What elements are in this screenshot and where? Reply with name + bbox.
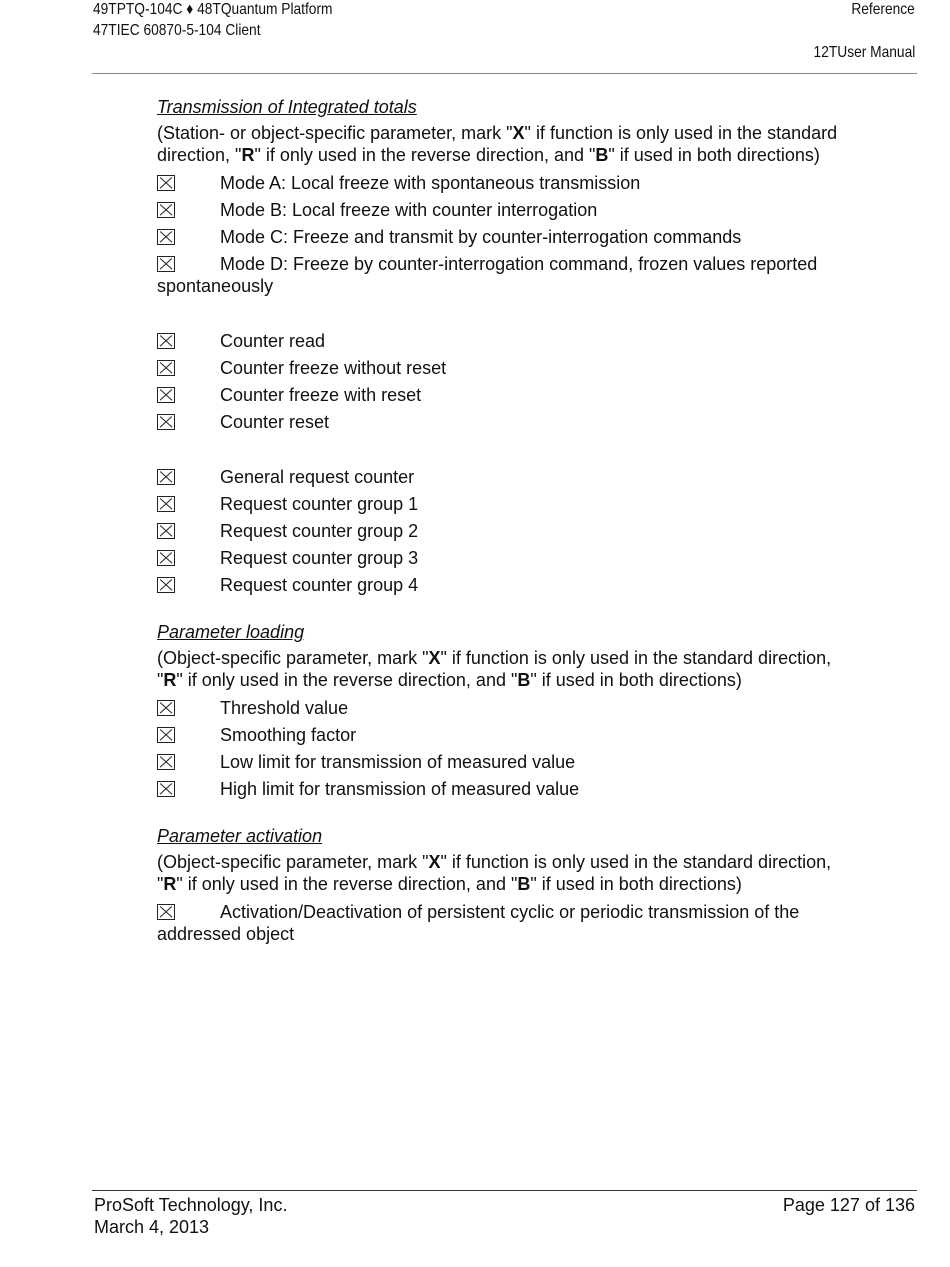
checked-box-icon <box>157 754 175 770</box>
header-manual-label: 12TUser Manual <box>813 44 915 61</box>
checked-box-icon <box>157 256 175 272</box>
section-parameter-loading <box>157 621 857 800</box>
checked-box-icon <box>157 469 175 485</box>
checked-box-icon <box>157 523 175 539</box>
checked-box-icon <box>157 333 175 349</box>
section-description: (Object-specific parameter, mark "X" if function is only used in the standard direction, "R" if only used in the reverse direction, and "B" if used in both directions) <box>157 852 832 894</box>
section-title: Parameter activation <box>157 826 323 846</box>
section-title: Parameter loading <box>157 622 305 642</box>
header-section-label: Reference <box>851 1 915 18</box>
checked-box-icon <box>157 577 175 593</box>
list-item: Mode C: Freeze and transmit by counter-interrogation commands <box>157 226 857 248</box>
list-item: Request counter group 4 <box>157 574 857 596</box>
list-item: Activation/Deactivation of persistent cyclic or periodic transmission of the addressed object <box>157 902 800 944</box>
header-product-title: 49TPTQ-104C ♦ 48TQuantum Platform <box>93 1 333 18</box>
header-product-subtitle: 47TIEC 60870-5-104 Client <box>93 22 261 39</box>
checked-box-icon <box>157 229 175 245</box>
footer-date: March 4, 2013 <box>94 1217 210 1237</box>
list-item: Counter read <box>157 330 857 352</box>
list-item: Mode A: Local freeze with spontaneous transmission <box>157 172 857 194</box>
list-item: General request counter <box>157 466 857 488</box>
checked-box-icon <box>157 496 175 512</box>
header-divider <box>92 73 917 74</box>
list-item: Low limit for transmission of measured value <box>157 751 857 773</box>
section-parameter-activation <box>157 825 857 945</box>
checked-box-icon <box>157 360 175 376</box>
checked-box-icon <box>157 700 175 716</box>
list-item: Smoothing factor <box>157 724 857 746</box>
checked-box-icon <box>157 202 175 218</box>
list-item: High limit for transmission of measured value <box>157 778 857 800</box>
list-item: Request counter group 3 <box>157 547 857 569</box>
page-body <box>157 96 857 950</box>
checked-box-icon <box>157 414 175 430</box>
footer-divider <box>92 1190 917 1191</box>
section-title: Transmission of Integrated totals <box>157 97 417 117</box>
footer-company: ProSoft Technology, Inc. <box>94 1195 288 1215</box>
checked-box-icon <box>157 727 175 743</box>
section-description: (Object-specific parameter, mark "X" if function is only used in the standard direction, "R" if only used in the reverse direction, and "B" if used in both directions) <box>157 648 832 690</box>
list-item: Counter freeze without reset <box>157 357 857 379</box>
section-description: (Station- or object-specific parameter, mark "X" if function is only used in the standard direction, "R" if only used in the reverse direction, and "B" if used in both directions) <box>157 123 838 165</box>
list-item: Request counter group 1 <box>157 493 857 515</box>
footer-page-number: Page 127 of 136 <box>782 1195 915 1215</box>
checked-box-icon <box>157 387 175 403</box>
checked-box-icon <box>157 175 175 191</box>
list-item: Mode D: Freeze by counter-interrogation command, frozen values reported spontaneously <box>157 254 818 296</box>
checked-box-icon <box>157 550 175 566</box>
list-item: Counter reset <box>157 411 857 433</box>
list-item: Request counter group 2 <box>157 520 857 542</box>
checked-box-icon <box>157 904 175 920</box>
checked-box-icon <box>157 781 175 797</box>
list-item: Mode B: Local freeze with counter interrogation <box>157 199 857 221</box>
list-item: Threshold value <box>157 697 857 719</box>
list-item: Counter freeze with reset <box>157 384 857 406</box>
section-integrated-totals <box>157 96 857 596</box>
